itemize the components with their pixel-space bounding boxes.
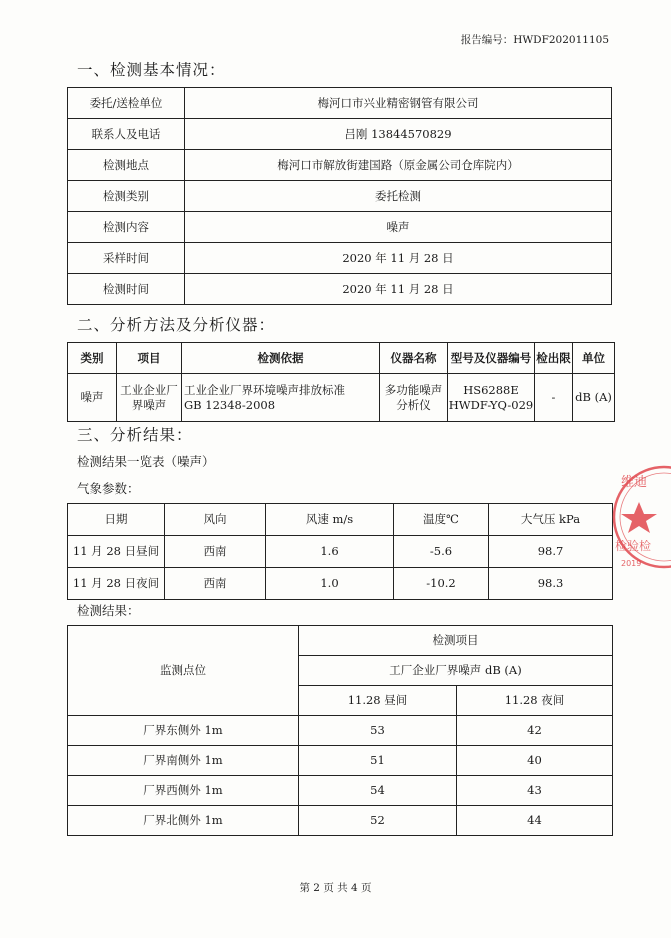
method-category: 噪声 [68,374,117,422]
method-unit: dB (A) [573,374,615,422]
method-basis-line1: 工业企业厂界环境噪声排放标准 [184,383,345,398]
point-header: 监测点位 [68,626,299,716]
info-row [68,212,612,243]
weather-dir: 西南 [165,568,266,600]
weather-row [68,536,613,568]
info-label: 委托/送检单位 [68,88,185,119]
info-value: 吕刚 13844570829 [185,119,612,150]
result-day: 51 [299,746,457,776]
report-number: 报告编号：HWDF202011105 [460,34,609,46]
noise-header: 工厂企业厂界噪声 dB (A) [299,656,613,686]
info-value: 2020 年 11 月 28 日 [185,274,612,305]
method-header-cell: 仪器名称 [380,343,448,374]
method-basis-line2: GB 12348-2008 [184,397,276,412]
method-model-line1: HS6288E [463,383,519,398]
weather-temp: -5.6 [394,536,489,568]
weather-header-cell: 日期 [68,504,165,536]
method-header-cell: 项目 [117,343,182,374]
result-point: 厂界西侧外 1m [68,776,299,806]
weather-table [67,503,613,600]
result-point: 厂界南侧外 1m [68,746,299,776]
result-row [68,746,613,776]
method-header-cell: 单位 [573,343,615,374]
item-header: 检测项目 [299,626,613,656]
method-instrument: 多功能噪声分析仪 [380,374,448,422]
result-day: 52 [299,806,457,836]
weather-header-cell: 大气压 kPa [489,504,613,536]
stamp-text-top: 维迪 [621,475,648,490]
info-value: 噪声 [185,212,612,243]
info-value: 梅河口市兴业精密钢管有限公司 [185,88,612,119]
weather-temp: -10.2 [394,568,489,600]
method-item: 工业企业厂界噪声 [117,374,182,422]
info-row [68,150,612,181]
method-header-cell: 型号及仪器编号 [448,343,535,374]
method-model-line2: HWDF-YQ-029 [448,397,534,412]
weather-header-cell: 风速 m/s [266,504,394,536]
info-label: 采样时间 [68,243,185,274]
info-row [68,119,612,150]
weather-speed: 1.6 [266,536,394,568]
info-row [68,88,612,119]
result-night: 42 [457,716,613,746]
method-basis [182,374,380,422]
info-label: 联系人及电话 [68,119,185,150]
page-number: 第 2 页 共 4 页 [299,882,372,894]
night-header: 11.28 夜间 [457,686,613,716]
method-model [448,374,535,422]
basic-info-table [67,87,612,305]
result-row [68,776,613,806]
info-label: 检测内容 [68,212,185,243]
info-row [68,243,612,274]
method-limit: - [535,374,573,422]
info-row [68,274,612,305]
weather-speed: 1.0 [266,568,394,600]
weather-row [68,568,613,600]
weather-header-cell: 温度℃ [394,504,489,536]
result-night: 44 [457,806,613,836]
info-value: 2020 年 11 月 28 日 [185,243,612,274]
weather-title: 气象参数： [77,481,140,496]
weather-date: 11 月 28 日夜间 [68,568,165,600]
inspection-stamp [609,462,671,572]
stamp-star-icon [621,502,657,533]
method-header-cell: 类别 [68,343,117,374]
results-title: 检测结果： [77,603,140,618]
result-row [68,806,613,836]
results-summary-title: 检测结果一览表（噪声） [77,454,215,469]
weather-header-row [68,504,613,536]
info-value: 委托检测 [185,181,612,212]
stamp-text-bottom: 检验检 [615,539,652,553]
weather-pressure: 98.3 [489,568,613,600]
result-day: 53 [299,716,457,746]
result-point: 厂界北侧外 1m [68,806,299,836]
section-title-basic: 一、检测基本情况： [77,61,226,79]
method-table [67,342,615,422]
section-title-method: 二、分析方法及分析仪器： [77,316,276,334]
weather-dir: 西南 [165,536,266,568]
info-label: 检测地点 [68,150,185,181]
weather-header-cell: 风向 [165,504,266,536]
info-row [68,181,612,212]
result-night: 43 [457,776,613,806]
weather-pressure: 98.7 [489,536,613,568]
results-table [67,625,613,836]
result-day: 54 [299,776,457,806]
result-night: 40 [457,746,613,776]
stamp-year: 2019 [621,559,642,568]
weather-date: 11 月 28 日昼间 [68,536,165,568]
method-header-cell: 检出限 [535,343,573,374]
result-point: 厂界东侧外 1m [68,716,299,746]
result-row [68,716,613,746]
method-header-cell: 检测依据 [182,343,380,374]
info-label: 检测类别 [68,181,185,212]
day-header: 11.28 昼间 [299,686,457,716]
info-value: 梅河口市解放街建国路（原金属公司仓库院内） [185,150,612,181]
info-label: 检测时间 [68,274,185,305]
section-title-results: 三、分析结果： [77,426,193,444]
